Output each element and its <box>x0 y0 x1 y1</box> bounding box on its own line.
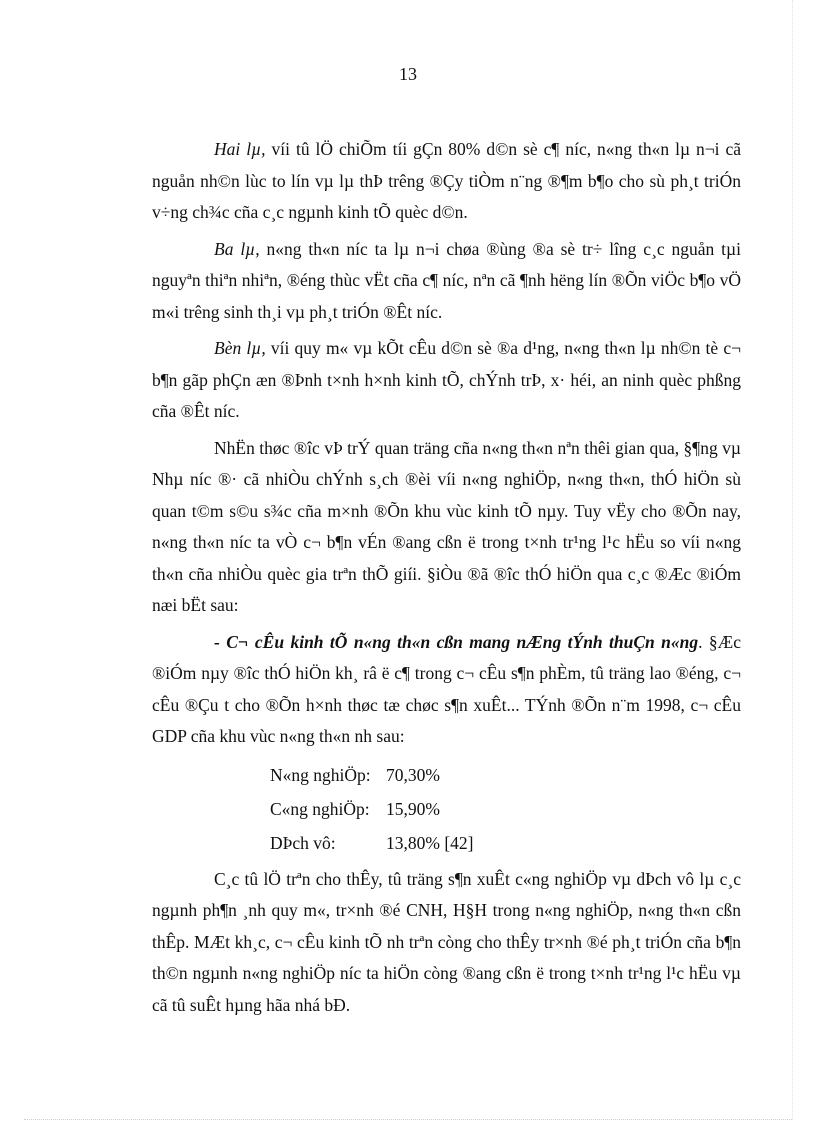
stat-value: 15,90% <box>386 798 440 819</box>
paragraph-lead: Ba lµ, <box>214 238 260 259</box>
page-bottom-edge <box>24 1119 792 1120</box>
paragraph-text: C¸c tû lÖ trªn cho thÊy, tû träng s¶n xuÊt c«ng nghiÖp vµ dÞch vô lµ c¸c ngµnh ph¶n ¸nh quy m«, tr×nh ®é CNH, H§H trong n«ng nghiÖp, n«ng th«n cßn thÊp. MÆt kh¸c, c¬ cÊu kinh tÕ nh trªn còng cho thÊy tr×nh ®é ph¸t triÓn cña b¶n th©n ngµnh n«ng nghiÖp níc ta hiÖn còng ®ang cßn ë trong t×nh tr¹ng l¹c hËu vµ cã tû suÊt hµng hãa nhá bÐ. <box>152 868 741 1015</box>
section-heading-end: . <box>698 631 703 652</box>
paragraph-bon-la <box>152 333 741 428</box>
paragraph-hai-la <box>152 134 741 229</box>
paragraph-text: víi tû lÖ chiÕm tíi gÇn 80% d©n sè c¶ níc, n«ng th«n lµ n¬i cã nguån nh©n lùc to lín vµ lµ thÞ trêng ®Çy tiÒm n¨ng ®¶m b¶o cho sù ph¸t triÓn v÷ng ch¾c cña c¸c ngµnh kinh tÕ quèc d©n. <box>152 139 741 222</box>
paragraph-lead: Bèn lµ, <box>214 338 266 358</box>
page-number: 13 <box>399 64 417 84</box>
section-text: §Æc ®iÓm nµy ®îc thÓ hiÖn kh¸ râ ë c¶ trong c¬ cÊu s¶n phÈm, tû träng lao ®éng, c¬ cÊu ®Çu t cho ®Õn h×nh thøc tæ chøc s¶n xuÊt... TÝnh ®Õn n¨m 1998, c¬ cÊu GDP cña khu vùc n«ng th«n nh sau: <box>152 631 742 746</box>
stat-row-industry <box>270 792 741 826</box>
paragraph-text: NhËn thøc ®îc vÞ trÝ quan träng cña n«ng th«n nªn thêi gian qua, §¶ng vµ Nhµ níc ®· cã nhiÒu chÝnh s¸ch ®èi víi n«ng nghiÖp, n«ng th«n, thÓ hiÖn sù quan t©m s©u s¾c cña m×nh ®Õn khu vùc kinh tÕ nµy. Tuy vËy cho ®Õn nay, n«ng th«n níc ta vÒ c¬ b¶n vÉn ®ang cßn ë trong t×nh tr¹ng l¹c hËu so víi n«ng th«n cña nhiÒu quèc gia trªn thÕ giíi. §iÒu ®ã ®îc thÓ hiÖn qua c¸c ®Æc ®iÓm næi bËt sau: <box>152 437 741 615</box>
stat-label: N«ng nghiÖp: <box>270 764 371 785</box>
paragraph-text: n«ng th«n níc ta lµ n¬i chøa ®ùng ®a sè tr÷ lîng c¸c nguån tµi nguyªn thiªn nhiªn, ®éng thùc vËt cña c¶ níc, nªn cã ¶nh hëng lín ®Õn viÖc b¶o vÖ m«i trêng sinh th¸i vµ ph¸t triÓn ®Êt níc. <box>152 238 741 322</box>
paragraph-ba-la <box>152 234 741 329</box>
paragraph-nhan-thuc <box>152 433 741 622</box>
stat-label: C«ng nghiÖp: <box>270 798 370 819</box>
stat-value: 13,80% [42] <box>386 832 474 853</box>
paragraph-lead: Hai lµ, <box>214 139 266 159</box>
stat-row-agriculture <box>270 758 741 792</box>
paragraph-closing <box>152 864 741 1022</box>
stat-row-services <box>270 826 741 860</box>
gdp-structure-list <box>270 758 741 860</box>
section-co-cau-kinh-te <box>152 627 741 753</box>
paragraph-text: víi quy m« vµ kÕt cÊu d©n sè ®a d¹ng, n«ng th«n lµ nh©n tè c¬ b¶n gãp phÇn æn ®Þnh t×nh h×nh kinh tÕ, chÝnh trÞ, x· héi, an ninh quèc phßng cña ®Êt níc. <box>152 338 741 421</box>
stat-value: 70,30% <box>386 764 440 785</box>
page-edge <box>792 0 793 1120</box>
section-heading: - C¬ cÊu kinh tÕ n«ng th«n cßn mang nÆng tÝnh thuÇn n«ng <box>214 631 699 652</box>
stat-label: DÞch vô: <box>270 832 336 853</box>
document-body <box>152 134 741 1026</box>
